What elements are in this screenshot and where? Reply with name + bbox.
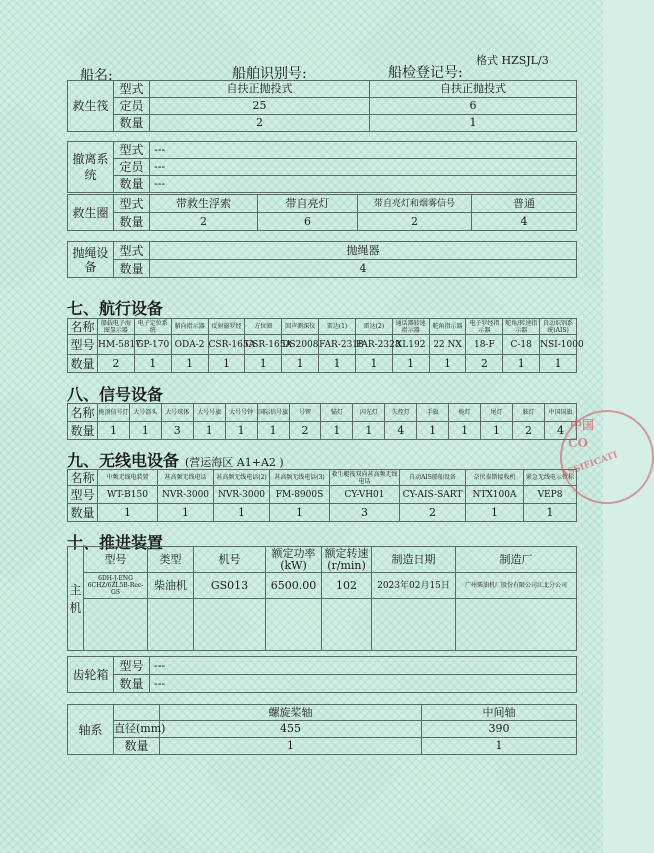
propulsion-header: 额定转速(r/min) bbox=[322, 547, 372, 573]
navigation-item-name: 方位圈 bbox=[245, 319, 282, 335]
navigation-item-count: 1 bbox=[134, 355, 171, 373]
navigation-item-count: 1 bbox=[245, 355, 282, 373]
navigation-item-count: 1 bbox=[429, 355, 466, 373]
signal-item-name: 大号号钟 bbox=[225, 404, 257, 422]
radio-item-name: 甚高频无线电话(3) bbox=[270, 470, 330, 486]
navigation-item-count: 1 bbox=[540, 355, 577, 373]
gearbox-count-value: --- bbox=[150, 675, 577, 693]
radio-section-title bbox=[67, 448, 284, 471]
signal-item-name: 号锣 bbox=[289, 404, 321, 422]
navigation-item-count: 1 bbox=[282, 355, 319, 373]
signal-item-count: 1 bbox=[225, 422, 257, 440]
signal-name-label: 名称 bbox=[68, 404, 98, 422]
shafting-table bbox=[67, 704, 577, 755]
ship-name-label: 船名: bbox=[80, 68, 113, 84]
evacuation-table bbox=[67, 141, 577, 193]
lifeboat-count-label: 数量 bbox=[114, 115, 150, 132]
navigation-item-model: XL192 bbox=[392, 335, 429, 355]
navigation-item-name: 电子定位系统 bbox=[134, 319, 171, 335]
navigation-model-label: 型号 bbox=[68, 335, 98, 355]
navigation-item-count: 1 bbox=[208, 355, 245, 373]
signal-count-label: 数量 bbox=[68, 422, 98, 440]
shafting-header-propeller: 螺旋桨轴 bbox=[160, 705, 422, 721]
lifeboat-type-1: 自扶正抛投式 bbox=[150, 81, 370, 98]
radio-count-label: 数量 bbox=[68, 504, 98, 522]
shafting-count-label: 数量 bbox=[114, 738, 160, 755]
propulsion-header: 类型 bbox=[148, 547, 194, 573]
navigation-name-label: 名称 bbox=[68, 319, 98, 335]
radio-item-model: FM-8900S bbox=[270, 486, 330, 504]
lifeboat-capacity-2: 6 bbox=[370, 98, 577, 115]
signal-item-name: 国际信号旗 bbox=[257, 404, 289, 422]
navigation-item-name: 通话器转速指示器 bbox=[392, 319, 429, 335]
navigation-item-name: 回声测深仪 bbox=[282, 319, 319, 335]
line-throwing-type-label: 型式 bbox=[114, 242, 150, 260]
navigation-item-name: 雷达(2) bbox=[355, 319, 392, 335]
lifeboat-type-2: 自扶正抛投式 bbox=[370, 81, 577, 98]
radio-table bbox=[67, 469, 577, 522]
navigation-item-model: GP-170 bbox=[134, 335, 171, 355]
radio-item-name: 紧急无线电示位标 bbox=[524, 470, 577, 486]
signal-item-count: 1 bbox=[353, 422, 385, 440]
signal-item-name: 尾灯 bbox=[481, 404, 513, 422]
signal-item-count: 4 bbox=[385, 422, 417, 440]
signal-item-name: 舷灯 bbox=[512, 404, 544, 422]
navigation-item-count: 2 bbox=[98, 355, 135, 373]
stamp-text-bot: ASSIFICATI bbox=[560, 450, 620, 480]
radio-item-model: WT-B150 bbox=[98, 486, 158, 504]
main-engine-label: 主机 bbox=[68, 547, 84, 651]
signal-item-name: 中国国旗 bbox=[544, 404, 576, 422]
navigation-item-model: CSR-165A bbox=[245, 335, 282, 355]
signal-item-name: 闪光灯 bbox=[353, 404, 385, 422]
engine-number: GS013 bbox=[194, 573, 266, 599]
signal-item-count: 2 bbox=[512, 422, 544, 440]
radio-item-model: CY-AIS-SART bbox=[400, 486, 466, 504]
radio-item-name: 甚高频无线电话 bbox=[158, 470, 214, 486]
navigation-item-model: FAR-2318 bbox=[319, 335, 356, 355]
lifebuoy-count-label: 数量 bbox=[114, 213, 150, 231]
radio-model-label: 型号 bbox=[68, 486, 98, 504]
signal-item-name: 大号球体 bbox=[161, 404, 193, 422]
evacuation-capacity-value: --- bbox=[150, 159, 577, 176]
lifebuoy-table bbox=[67, 194, 577, 231]
shafting-header-intermediate: 中间轴 bbox=[422, 705, 577, 721]
line-throwing-title: 抛绳设备 bbox=[68, 242, 114, 278]
lifebuoy-type: 带自亮灯和烟雾信号 bbox=[358, 195, 472, 213]
signal-item-count: 4 bbox=[544, 422, 576, 440]
radio-item-name: 中频无线电装置 bbox=[98, 470, 158, 486]
navigation-item-model: CSR-165A bbox=[208, 335, 245, 355]
radio-item-count: 1 bbox=[466, 504, 524, 522]
radio-item-name: 奈伏泰斯接收机 bbox=[466, 470, 524, 486]
lifebuoy-count: 6 bbox=[258, 213, 358, 231]
signal-section-title: 八、信号设备 bbox=[67, 385, 164, 404]
lifeboat-count-2: 1 bbox=[370, 115, 577, 132]
navigation-item-count: 1 bbox=[503, 355, 540, 373]
engine-speed: 102 bbox=[322, 573, 372, 599]
radio-name-label: 名称 bbox=[68, 470, 98, 486]
signal-item-name: 桅顶信号灯 bbox=[98, 404, 130, 422]
navigation-item-name: 舵角/转速指示器 bbox=[503, 319, 540, 335]
navigation-item-model: HM-5817 bbox=[98, 335, 135, 355]
stamp-text-top: 中国 bbox=[570, 418, 595, 432]
propulsion-table bbox=[67, 546, 577, 651]
signal-item-count: 1 bbox=[449, 422, 481, 440]
navigation-item-name: 艏向指示器 bbox=[171, 319, 208, 335]
lifeboat-capacity-1: 25 bbox=[150, 98, 370, 115]
navigation-item-count: 1 bbox=[392, 355, 429, 373]
lifebuoy-title: 救生圈 bbox=[68, 195, 114, 231]
navigation-item-name: 雷达(1) bbox=[319, 319, 356, 335]
gearbox-model-label: 型号 bbox=[114, 657, 150, 675]
gearbox-table bbox=[67, 656, 577, 693]
navigation-item-model: ODA-2 bbox=[171, 335, 208, 355]
lifeboat-title: 救生筏 bbox=[68, 81, 114, 132]
signal-item-name: 桅灯 bbox=[449, 404, 481, 422]
shafting-title: 轴系 bbox=[68, 705, 114, 755]
lifebuoy-count: 2 bbox=[150, 213, 258, 231]
radio-area: (营运海区 A1+A2 ) bbox=[185, 456, 284, 469]
radio-item-model: NVR-3000 bbox=[214, 486, 270, 504]
radio-item-model: CY-VH01 bbox=[330, 486, 400, 504]
shafting-count: 1 bbox=[160, 738, 422, 755]
navigation-item-count: 1 bbox=[355, 355, 392, 373]
engine-manufacturer: 广州柴油机厂股份有限公司江北分公司 bbox=[456, 573, 577, 599]
evacuation-title: 撤离系统 bbox=[68, 142, 114, 193]
propulsion-header: 额定功率(kW) bbox=[266, 547, 322, 573]
lifebuoy-type-label: 型式 bbox=[114, 195, 150, 213]
classification-stamp bbox=[560, 410, 654, 504]
engine-type: 柴油机 bbox=[148, 573, 194, 599]
radio-item-model: NVR-3000 bbox=[158, 486, 214, 504]
radio-item-count: 1 bbox=[158, 504, 214, 522]
radio-item-name: 救生艇筏双向甚高频无线电话 bbox=[331, 470, 398, 485]
propulsion-header: 型号 bbox=[84, 547, 148, 573]
stamp-text-mid: CO bbox=[568, 436, 589, 450]
engine-model: 6DH-J-ENG 6CHZ/6ZL5B-Rec-GS bbox=[84, 573, 148, 599]
lifeboat-type-label: 型式 bbox=[114, 81, 150, 98]
line-throwing-count-label: 数量 bbox=[114, 260, 150, 278]
propulsion-header: 机号 bbox=[194, 547, 266, 573]
radio-item-name: 甚高频无线电话(2) bbox=[214, 470, 270, 486]
propulsion-section-title: 十、推进装置 bbox=[67, 533, 164, 552]
gearbox-model-value: --- bbox=[150, 657, 577, 675]
navigation-table bbox=[67, 318, 584, 373]
evacuation-capacity-label: 定员 bbox=[114, 159, 150, 176]
signal-item-count: 1 bbox=[129, 422, 161, 440]
navigation-item-count: 2 bbox=[466, 355, 503, 373]
propulsion-header: 制造厂 bbox=[456, 547, 577, 573]
navigation-section-title: 七、航行设备 bbox=[67, 299, 164, 318]
radio-item-name: 自动AIS船舶设备 bbox=[400, 470, 466, 486]
signal-item-count: 1 bbox=[417, 422, 449, 440]
navigation-item-count: 1 bbox=[319, 355, 356, 373]
signal-item-count: 1 bbox=[321, 422, 353, 440]
form-code: 格式 HZSJL/3 bbox=[476, 54, 549, 67]
navigation-item-model: DS2008 bbox=[282, 335, 319, 355]
signal-item-count: 1 bbox=[193, 422, 225, 440]
line-throwing-type: 抛绳器 bbox=[150, 242, 577, 260]
radio-item-count: 1 bbox=[98, 504, 158, 522]
navigation-item-model: C-18 bbox=[503, 335, 540, 355]
signal-item-count: 1 bbox=[98, 422, 130, 440]
navigation-item-model: 22 NX bbox=[429, 335, 466, 355]
signal-item-count: 3 bbox=[161, 422, 193, 440]
shafting-diameter: 455 bbox=[160, 721, 422, 738]
navigation-item-model: 18-F bbox=[466, 335, 503, 355]
engine-power: 6500.00 bbox=[266, 573, 322, 599]
evacuation-type-label: 型式 bbox=[114, 142, 150, 159]
engine-date: 2023年02月15日 bbox=[372, 573, 456, 599]
radio-title: 九、无线电设备 bbox=[67, 451, 180, 470]
shafting-diameter: 390 bbox=[422, 721, 577, 738]
radio-item-model: VEP8 bbox=[524, 486, 577, 504]
radio-item-count: 2 bbox=[400, 504, 466, 522]
signal-item-count: 1 bbox=[257, 422, 289, 440]
radio-item-count: 3 bbox=[330, 504, 400, 522]
navigation-item-model: NSI-1000 bbox=[540, 335, 577, 355]
evacuation-count-label: 数量 bbox=[114, 176, 150, 193]
shafting-diameter-label: 直径(mm) bbox=[114, 721, 160, 738]
signal-item-count: 2 bbox=[289, 422, 321, 440]
shafting-count: 1 bbox=[422, 738, 577, 755]
radio-item-model: NTX100A bbox=[466, 486, 524, 504]
lifebuoy-type: 普通 bbox=[472, 195, 577, 213]
signal-item-name: 大号箭头 bbox=[129, 404, 161, 422]
signal-item-name: 大号号旗 bbox=[193, 404, 225, 422]
navigation-count-label: 数量 bbox=[68, 355, 98, 373]
line-throwing-count: 4 bbox=[150, 260, 577, 278]
radio-item-count: 1 bbox=[524, 504, 577, 522]
lifebuoy-count: 4 bbox=[472, 213, 577, 231]
radio-item-count: 1 bbox=[214, 504, 270, 522]
gearbox-count-label: 数量 bbox=[114, 675, 150, 693]
lifeboat-table bbox=[67, 80, 577, 132]
lifebuoy-type: 带救生浮索 bbox=[150, 195, 258, 213]
navigation-item-count: 1 bbox=[171, 355, 208, 373]
signal-item-name: 手旗 bbox=[417, 404, 449, 422]
navigation-item-name: 自动识别系统(AIS) bbox=[540, 319, 577, 335]
radio-item-count: 1 bbox=[270, 504, 330, 522]
navigation-item-name: 船载电子海图显示器 bbox=[98, 319, 135, 335]
signal-item-count: 1 bbox=[481, 422, 513, 440]
navigation-item-name: 舵角指示器 bbox=[429, 319, 466, 335]
evacuation-type-value: --- bbox=[150, 142, 577, 159]
lifebuoy-count: 2 bbox=[358, 213, 472, 231]
propulsion-header: 制造日期 bbox=[372, 547, 456, 573]
signal-table bbox=[67, 403, 577, 440]
evacuation-count-value: --- bbox=[150, 176, 577, 193]
navigation-item-name: 反射磁罗经 bbox=[208, 319, 245, 335]
signal-item-name: 失控灯 bbox=[385, 404, 417, 422]
lifeboat-count-1: 2 bbox=[150, 115, 370, 132]
gearbox-title: 齿轮箱 bbox=[68, 657, 114, 693]
lifebuoy-type: 带自亮灯 bbox=[258, 195, 358, 213]
signal-item-name: 锚灯 bbox=[321, 404, 353, 422]
navigation-item-name: 电子罗经指示器 bbox=[466, 319, 503, 335]
navigation-item-model: FAR-2328 bbox=[355, 335, 392, 355]
line-throwing-table bbox=[67, 241, 577, 278]
ship-id-label: 船舶识别号: bbox=[232, 66, 307, 82]
ship-reg-label: 船检登记号: bbox=[388, 65, 463, 81]
lifeboat-capacity-label: 定员 bbox=[114, 98, 150, 115]
